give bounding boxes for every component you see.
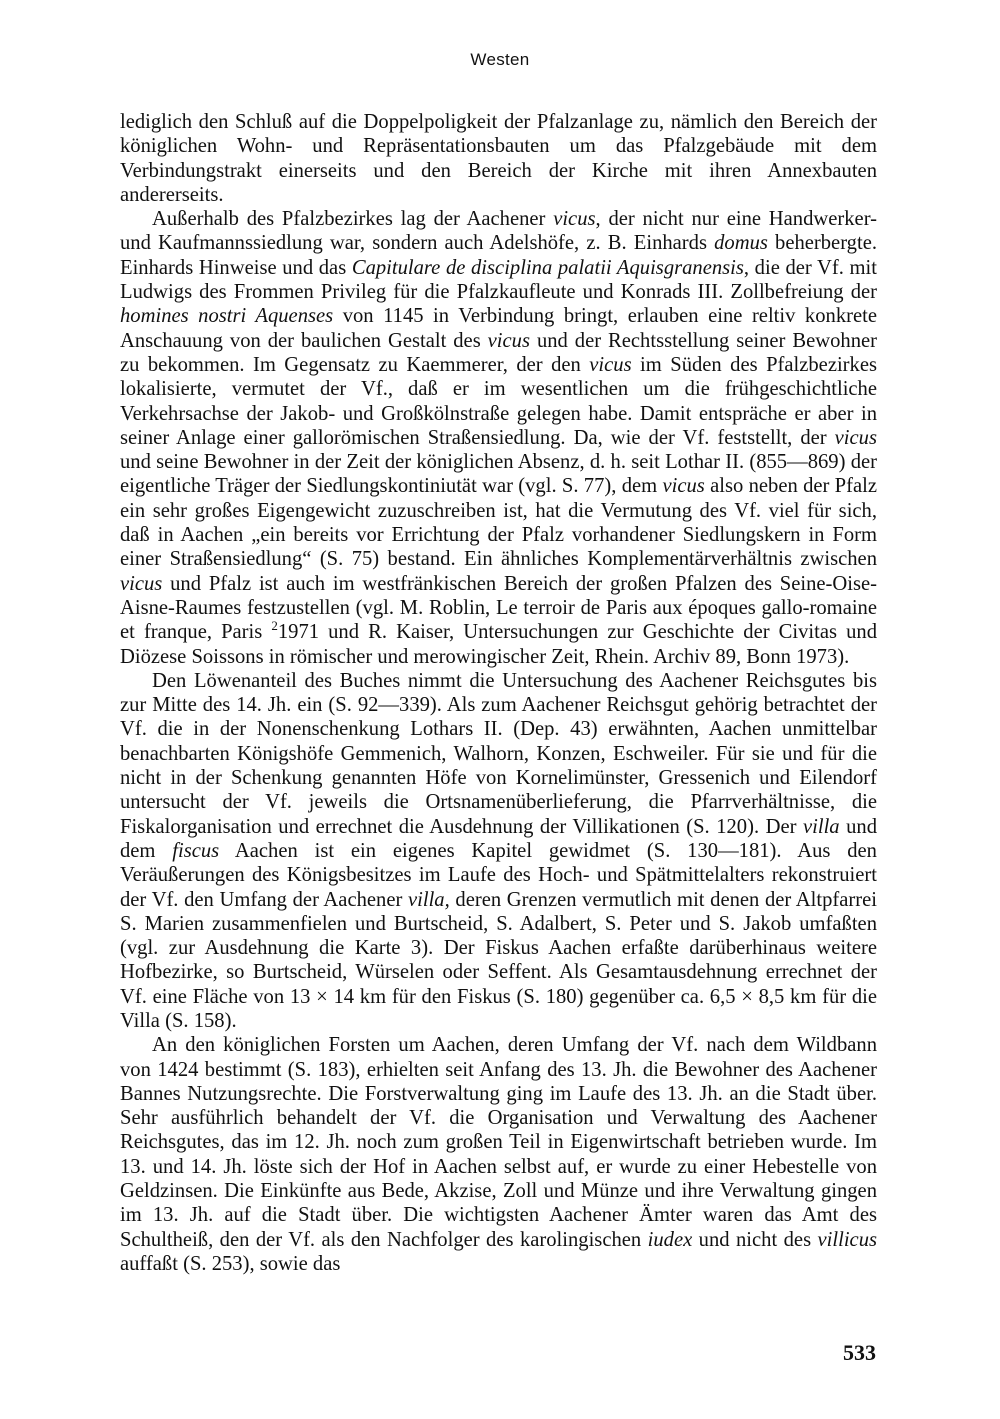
text-run: und seine Bewohner in der Zeit der königlichen Absenz, d. h. seit Lothar II. (855—869) der eigentliche Träger der Siedlungskontiniutät war (vgl. S. 77), dem (120, 451, 877, 498)
italic-text: vicus (662, 475, 705, 498)
text-run: und der Rechtsstellung seiner Bewohner zu bekommen. Im Gegensatz zu Kaemmerer, der den (120, 329, 877, 376)
italic-text: vicus (834, 426, 877, 449)
paragraph (120, 110, 877, 207)
paragraph (120, 669, 877, 1033)
text-run: Außerhalb des Pfalzbezirkes lag der Aachener (152, 208, 554, 231)
body-text (120, 110, 877, 1276)
italic-text: vicus (120, 572, 163, 595)
text-run: An den königlichen Forsten um Aachen, deren Umfang der Vf. nach dem Wildbann von 1424 bestimmt (S. 183), erhielten seit Anfang des 13. Jh. die Bewohner des Aachener Bannes Nutzungsrechte. Die Forstverwaltung ging im Laufe des 13. Jh. an die Stadt über. Sehr ausführlich behandelt der Vf. die Organisation und Verwaltung des Aachener Reichsgutes, das im 12. Jh. noch zum großen Teil in Eigenwirtschaft betrieben wurde. Im 13. und 14. Jh. löste sich der Hof in Aachen selbst auf, er wurde zu einer Hebestelle von Geldzinsen. Die Einkünfte aus Bede, Akzise, Zoll und Münze und ihre Verwaltung gingen im 13. Jh. auf die Stadt über. Die wichtigsten Aachener Ämter waren das Amt des Schultheiß, den der Vf. als den Nachfolger des karolingischen (120, 1034, 877, 1251)
text-run: und Pfalz ist auch im westfränkischen Bereich der großen Pfalzen des Seine-Oise-Aisne-Raumes festzustellen (vgl. M. Roblin, Le terroir de Paris aux époques gallo-romaine et franque, Paris (120, 572, 877, 644)
italic-text: vicus (553, 208, 596, 231)
paragraph (120, 1033, 877, 1276)
italic-text: villa, (407, 888, 450, 911)
italic-text: homines nostri Aquenses (120, 305, 334, 328)
text-run: beherbergte. Einhards Hinweise und das (120, 232, 877, 279)
text-run: lediglich den Schluß auf die Doppelpoligkeit der Pfalzanlage zu, nämlich den Bereich der königlichen Wohn- und Repräsentationsbauten um das Pfalzgebäude mit dem Verbindungstrakt einerseits und den Bereich der Kirche mit ihren Annexbauten andererseits. (120, 111, 877, 206)
text-run: Aachen ist ein eigenes Kapitel gewidmet (S. 130—181). Aus den Veräußerungen des Königsbesitzes im Laufe des Hoch- und Spätmittelalters rekonstruiert der Vf. den Umfang der Aachener (120, 839, 877, 911)
superscript: 2 (271, 618, 278, 634)
text-run: im Süden des Pfalzbezirkes lokalisierte, vermutet der Vf., daß er im wesentlichen um die frühgeschichtliche Verkehrsachse der Jakob- und Großkölnstraße gelegen habe. Damit entspräche er aber in seiner Anlage einer gallorömischen Straßensiedlung. Da, wie der Vf. feststellt, der (120, 353, 877, 449)
text-run: Den Löwenanteil des Buches nimmt die Untersuchung des Aachener Reichsgutes bis zur Mitte des 14. Jh. ein (S. 92—339). Als zum Aachener Reichsgut gehörig betrachtet der Vf. die in der Nonenschenkung Lothars II. (Dep. 43) erwähnten, Aachen unmittelbar benachbarten Königshöfe Gemmenich, Walhorn, Konzen, Eschweiler. Für sie und für die nicht in der Schenkung genannten Höfe von Kornelimünster, Gressenich und Eilendorf untersucht der Vf. jeweils die Ortsnamenüberlieferung, die Pfarrverhältnisse, die Fiskalorganisation und errechnet die Ausdehnung der Villikationen (S. 120). Der (120, 669, 877, 838)
italic-text: vicus (589, 353, 632, 376)
text-run: deren Grenzen vermutlich mit denen der Altpfarrei S. Marien zusammenfielen und Burtscheid, S. Adalbert, S. Peter und S. Jakob umfaßten (vgl. zur Ausdehnung die Karte 3). Der Fiskus Aachen erfaßte darüberhinaus weitere Hofbezirke, so Burtscheid, Würselen oder Seffent. Als Gesamtausdehnung errechnet der Vf. eine Fläche von 13 × 14 km für den Fiskus (S. 180) gegenüber ca. 6,5 × 8,5 km für die Villa (S. 158). (120, 888, 877, 1032)
italic-text: vicus (487, 329, 530, 352)
paragraph (120, 207, 877, 669)
text-run: , die der Vf. mit Ludwigs des Frommen Privileg für die Pfalzkaufleute und Konrads III. Zollbefreiung der (120, 256, 877, 304)
text-run: also neben der Pfalz ein sehr großes Eigengewicht zuzuschreiben ist, hat die Vermutung des Vf. viel für sich, daß in Aachen „ein bereits vor Errichtung der Pfalz vorhandener Siedlungskern in Form einer Straßensiedlung“ (S. 75) bestand. Ein ähnliches Komplementärverhältnis zwischen (120, 475, 877, 571)
text-run: auffaßt (S. 253), sowie das (120, 1252, 341, 1275)
running-header: Westen (470, 50, 530, 69)
italic-text: iudex (647, 1228, 693, 1251)
text-run: und nicht des (692, 1228, 818, 1251)
italic-text: fiscus (172, 839, 220, 862)
text-run: und dem (120, 815, 877, 862)
italic-text: villicus (817, 1228, 878, 1251)
italic-text: villa (802, 815, 840, 838)
text-run: von 1145 in Verbindung bringt, erlauben eine reltiv konkrete Anschauung von der baulichen Gestalt des (120, 305, 877, 352)
italic-text: domus (714, 232, 768, 255)
text-run: 1971 und R. Kaiser, Untersuchungen zur Geschichte der Civitas und Diözese Soissons in römischer und merowingischer Zeit, Rhein. Archiv 89, Bonn 1973). (120, 621, 877, 668)
page-number: 533 (843, 1340, 876, 1365)
text-run: , der nicht nur eine Handwerker- und Kaufmannssiedlung war, sondern auch Adelshöfe, z. B. Einhards (120, 208, 878, 255)
italic-text: Capitulare de disciplina palatii Aquisgranensis (351, 256, 744, 279)
